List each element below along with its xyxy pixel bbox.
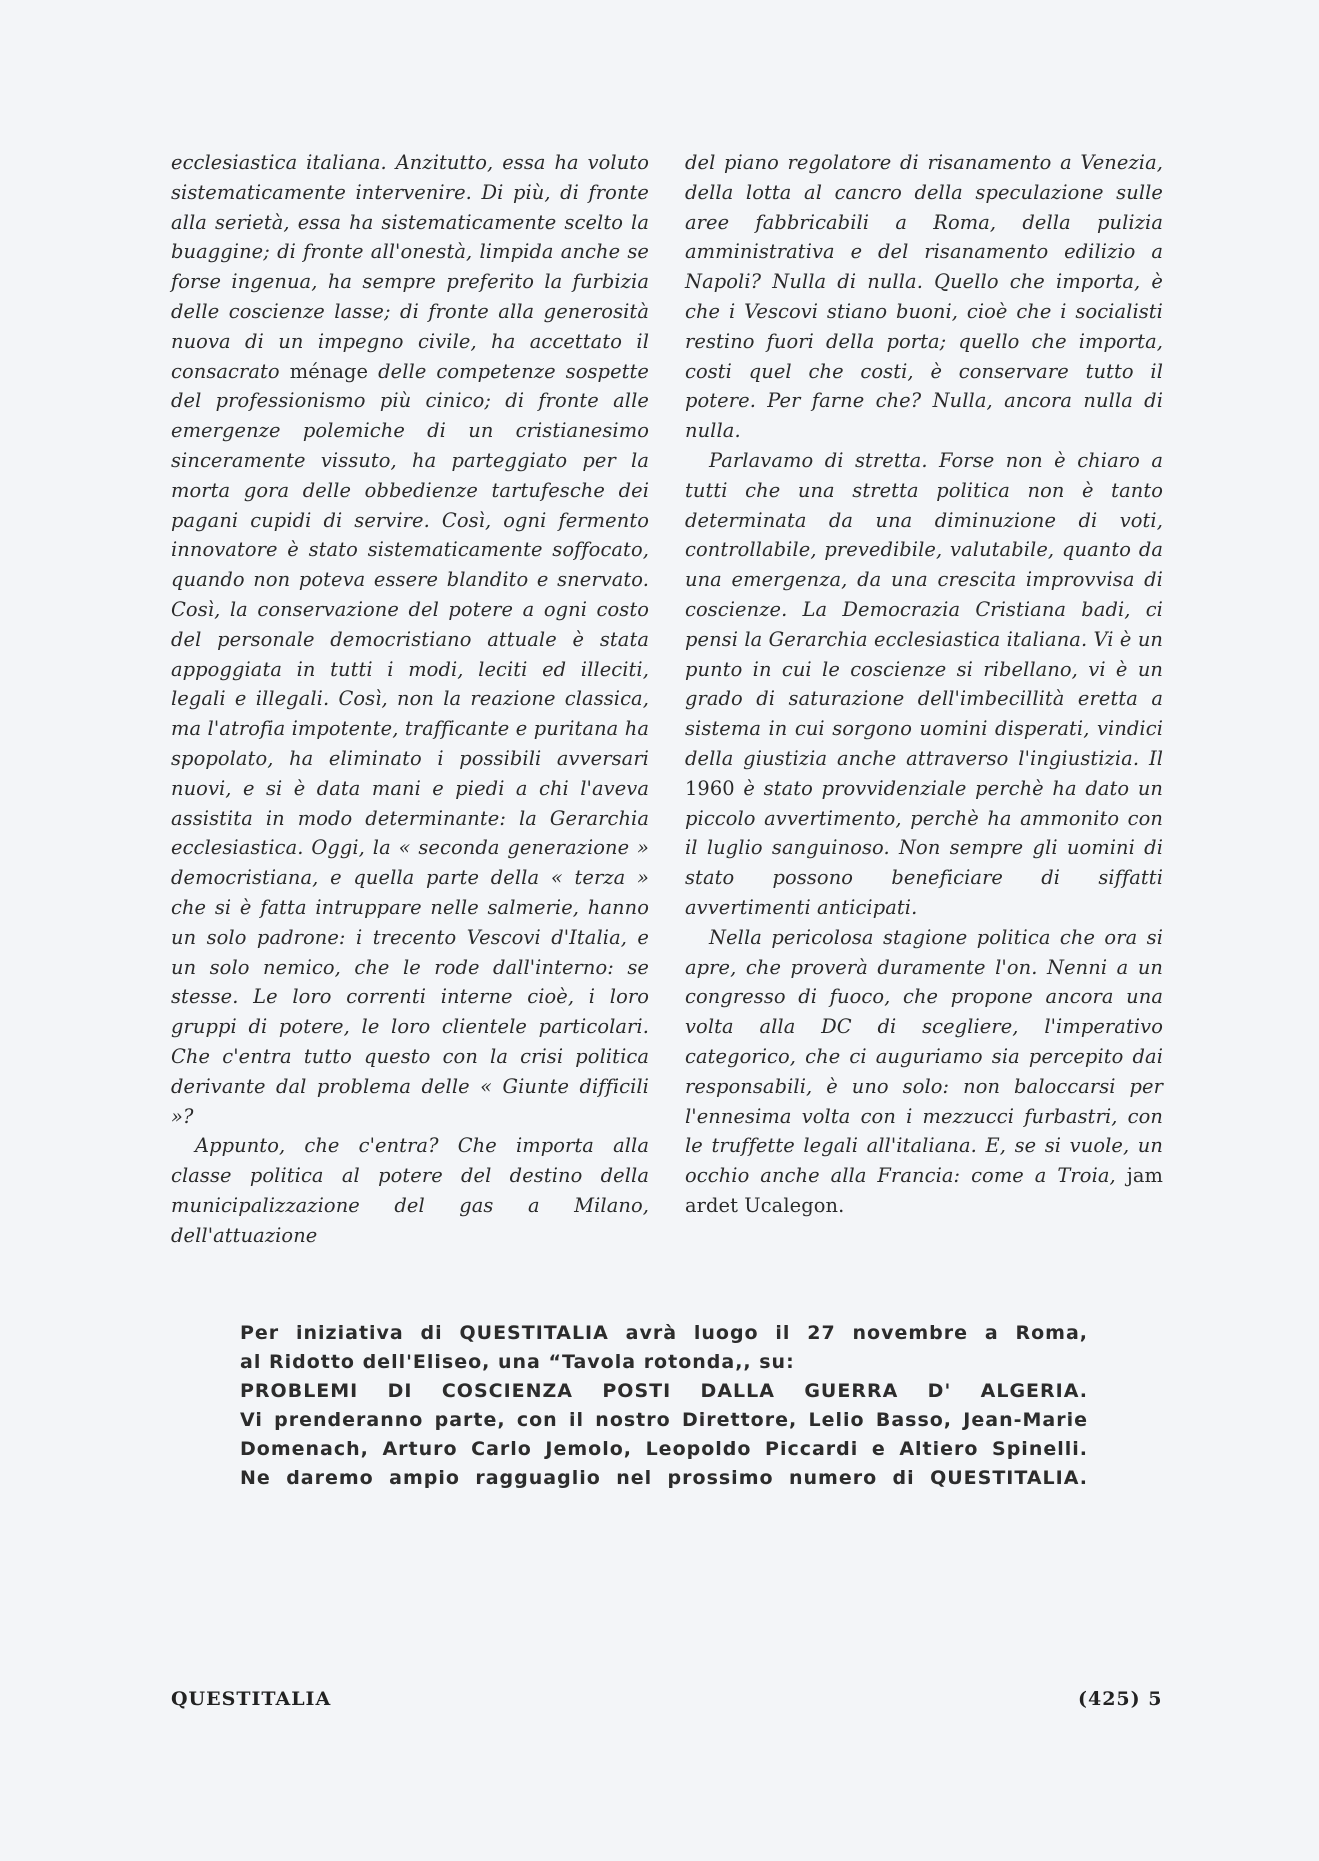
footer-magazine-name: QUESTITALIA [171,1688,332,1710]
paragraph [685,446,1163,923]
notice-line: Domenach, Arturo Carlo Jemolo, Leopoldo Piccardi e Altiero Spinelli. [240,1438,1088,1460]
notice-line: Per iniziativa di QUESTITALIA avrà luogo il 27 novembre a Roma, [240,1322,1088,1344]
notice-line: al Ridotto dell'Eliseo, una “Tavola rotonda,, su: [240,1351,795,1373]
paragraph-text: delle competenze sospette del professionismo più cinico; di fronte alle emergenze polemiche di un cristianesimo sinceramente vissuto, ha parteggiato per la morta gora delle obbedienze tartufesche dei pagani cupidi di servire. Così, ogni fermento innovatore è stato sistematicamente soffocato, quando non poteva essere blandito e snervato. Così, la conservazione del potere a ogni costo del personale democristiano attuale è stata appoggiata in tutti i modi, leciti ed illeciti, legali e illegali. Così, non la reazione classica, ma l'atrofia impotente, trafficante e puritana ha spopolato, ha eliminato i possibili avversari nuovi, e si è data mani e piedi a chi l'aveva assistita in modo determinante: la Gerarchia ecclesiastica. Oggi, la « seconda generazione » democristiana, e quella parte della « terza » che si è fatta intruppare nelle salmerie, hanno un solo padrone: i trecento Vescovi d'Italia, e un solo nemico, che le rode dall'interno: se stesse. Le loro correnti interne cioè, i loro gruppi di potere, le loro clientele particolari. Che c'entra tutto questo con la crisi politica derivante dal problema delle « Giunte difficili »? [171,359,650,1128]
event-notice [240,1319,1088,1493]
text-column-left [171,148,649,1250]
paragraph-text-upright: ménage [289,359,369,383]
paragraph-text: è stato provvidenziale perchè ha dato un piccolo avvertimento, perchè ha ammonito con il luglio sanguinoso. Non sempre gli uomini di stato possono beneficiare di siffatti avvertimenti anticipati. [685,776,1164,919]
paragraph-text: Parlavamo di stretta. Forse non è chiaro a tutti che una stretta politica non è tanto determinata da una diminuzione di voti, controllabile, prevedibile, valutabile, quanto da una emergenza, da una crescita improvvisa di coscienze. La Democrazia Cristiana badi, ci pensi la Gerarchia ecclesiastica italiana. Vi è un punto in cui le coscienze si ribellano, vi è un grado di saturazione dell'imbecillità eretta a sistema in cui sorgono uomini disperati, vindici della giustizia anche attraverso l'ingiustizia. Il [685,448,1163,770]
paragraph-text-upright: jam ardet Ucalegon. [685,1164,1164,1217]
notice-line: PROBLEMI DI COSCIENZA POSTI DALLA GUERRA D' ALGERIA. [240,1380,1088,1402]
paragraph-text: ecclesiastica italiana. Anzitutto, essa ha voluto sistematicamente intervenire. Di più, di fronte alla serietà, essa ha sistematicamente scelto la buaggine; di fronte all'onestà, limpida anche se forse ingenua, ha sempre preferito la furbizia delle coscienze lasse; di fronte alla generosità nuova di un impegno civile, ha accettato il consacrato [171,151,649,383]
notice-line: Vi prenderanno parte, con il nostro Direttore, Lelio Basso, Jean-Marie [240,1409,1088,1431]
paragraph-text: Nella pericolosa stagione politica che ora si apre, che proverà duramente l'on. Nenni a un congresso di fuoco, che propone ancora una volta alla DC di scegliere, l'imperativo categorico, che ci auguriamo sia percepito dai responsabili, è uno solo: non baloccarsi per l'ennesima volta con i mezzucci furbastri, con le truffette legali all'italiana. E, se si vuole, un occhio anche alla Francia: come a Troia, [685,925,1163,1188]
paragraph-text-upright: 1960 [685,776,735,800]
paragraph: Appunto, che c'entra? Che importa alla classe politica al potere del destino della municipalizzazione del gas a Milano, dell'attuazione [171,1134,649,1247]
text-column-right [685,148,1163,1221]
paragraph [171,148,649,1131]
paragraph: del piano regolatore di risanamento a Venezia, della lotta al cancro della speculazione sulle aree fabbricabili a Roma, della pulizia amministrativa e del risanamento edilizio a Napoli? Nulla di nulla. Quello che importa, è che i Vescovi stiano buoni, cioè che i socialisti restino fuori della porta; quello che importa, costi quel che costi, è conservare tutto il potere. Per farne che? Nulla, ancora nulla di nulla. [685,151,1163,443]
paragraph [685,923,1163,1221]
footer-page-number: (425) 5 [1078,1688,1163,1710]
notice-line: Ne daremo ampio ragguaglio nel prossimo numero di QUESTITALIA. [240,1467,1088,1489]
